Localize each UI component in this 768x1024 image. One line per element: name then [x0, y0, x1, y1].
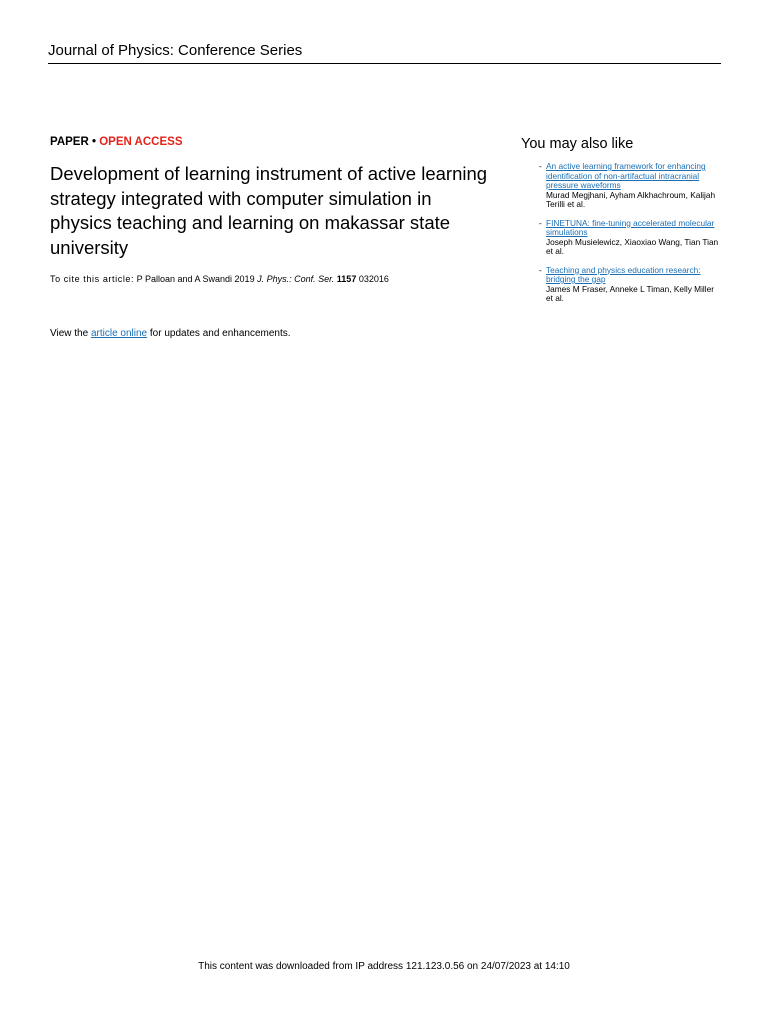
citation-journal: J. Phys.: Conf. Ser. — [257, 274, 335, 284]
sidebar-title: You may also like — [521, 136, 634, 152]
related-article-authors: Joseph Musielewicz, Xiaoxiao Wang, Tian Tian et al. — [546, 236, 719, 256]
journal-name: Journal of Physics: Conference Series — [48, 42, 303, 59]
related-article — [521, 266, 721, 304]
download-notice: This content was downloaded from IP address 121.123.0.56 on 24/07/2023 at 14:10 — [198, 961, 570, 972]
citation-volume: 1157 — [336, 274, 357, 284]
related-article — [521, 162, 721, 210]
related-article-authors: James M Fraser, Anneke L Timan, Kelly Miller et al. — [546, 283, 714, 303]
related-article — [521, 219, 721, 257]
item-dash: - — [539, 264, 542, 275]
badge-separator: • — [88, 136, 100, 148]
item-dash: - — [539, 217, 542, 228]
related-articles-sidebar — [521, 136, 721, 313]
article-online-link[interactable]: article online — [90, 328, 148, 339]
related-article-link[interactable]: An active learning framework for enhancing identification of non-artifactual intracranial pressure waveforms — [546, 161, 706, 190]
article-title: Development of learning instrument of active learning strategy integrated with computer simulation in physics teaching and learning on makassar state university — [50, 163, 488, 258]
citation-number: 032016 — [358, 274, 389, 284]
related-article-link[interactable]: FINETUNA: fine-tuning accelerated molecular simulations — [546, 217, 715, 237]
item-dash: - — [539, 161, 542, 171]
paper-badge — [50, 135, 183, 149]
citation-authors: P Palloan and A Swandi 2019 — [134, 274, 258, 284]
related-article-authors: Murad Megjhani, Ayham Alkhachroum, Kalijah Terilli et al. — [546, 189, 716, 209]
view-online-suffix: for updates and enhancements. — [147, 328, 291, 339]
open-access-label: OPEN ACCESS — [99, 136, 183, 148]
citation-prefix: To cite this article: — [50, 274, 135, 284]
journal-header — [48, 42, 721, 64]
view-online-line — [50, 328, 291, 340]
related-article-link[interactable]: Teaching and physics education research: bridging the gap — [546, 264, 701, 284]
paper-type-label: PAPER — [50, 136, 89, 148]
citation-line — [50, 273, 389, 285]
view-online-prefix: View the — [50, 328, 91, 339]
